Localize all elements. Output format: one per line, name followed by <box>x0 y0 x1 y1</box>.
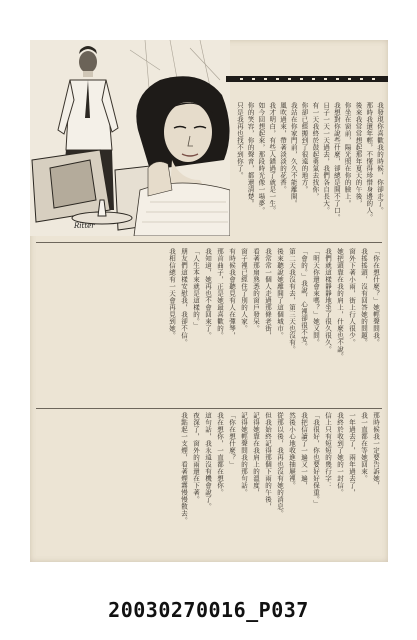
text-column: 我們就這樣靜靜地坐了很久很久。 <box>324 248 332 353</box>
text-column: 有一天我終於鼓起勇氣去找你， <box>311 102 320 200</box>
text-column: 風吹過來，帶著淡淡的花香。 <box>279 102 287 193</box>
text-column: 那時我還年輕，不懂得珍惜身邊的人。 <box>365 102 374 221</box>
column-divider <box>36 408 382 409</box>
artist-signature: Ritter <box>74 222 95 230</box>
column-divider <box>36 242 382 243</box>
text-column: 窗子裡已經住了別的人家。 <box>240 248 248 332</box>
text-column: 你卻已經搬到了很遠的地方。 <box>300 102 309 193</box>
text-column: 我一直都在等她回來。 <box>360 412 368 482</box>
text-column: 後來我常常想起那年夏天的午後， <box>354 102 363 207</box>
text-column: 如今回想起來，那段時光像一場夢。 <box>257 102 266 214</box>
text-column: 我發現你喜歡我的時候，你卻走了。 <box>376 102 384 214</box>
text-column: 然後小心地收進抽屜裡。 <box>288 412 296 489</box>
text-column: 「你在想什麼？」她輕聲問我。 <box>372 248 380 346</box>
text-column: 我在想你，一直都在想你。 <box>216 412 224 496</box>
text-column: 我知道，她再也不會回來了。 <box>204 248 212 339</box>
text-column: 日子一天一天過去，我們各自長大。 <box>322 102 331 214</box>
text-column: 「我很好，你也要好好保重。」 <box>312 412 320 507</box>
text-column: 只是我再也找不到你了。 <box>236 102 244 179</box>
text-column: 後來聽說她離開了這個城市。 <box>276 248 284 339</box>
text-column: 我終於收到了她的一封信。 <box>336 412 344 496</box>
magazine-page <box>30 40 388 562</box>
text-column: 窗外下著小雨，街上行人很少。 <box>348 248 356 346</box>
text-column: 那時候我一定要告訴她， <box>372 412 380 489</box>
text-column: 我站在你家門前，久久不能離開。 <box>289 102 298 207</box>
text-column: 夜深了，窗外的雨還在下著。 <box>192 412 200 503</box>
text-column: 我想對你說些什麼，卻總是開不了口。 <box>333 102 341 221</box>
text-column: 「會的。」我說，心裡卻很不安。 <box>300 248 308 350</box>
text-column: 她把頭靠在我的肩上，什麼也不說。 <box>336 248 344 360</box>
text-column: 信上只有短短的幾行字： <box>324 412 332 489</box>
text-column: 看著那扇熟悉的窗戶發呆。 <box>252 248 260 332</box>
text-column: 我才明白，有些人錯過了就是一生。 <box>268 102 277 214</box>
top-text-block <box>236 102 384 234</box>
text-column: 「明天你還會來嗎？」她又問。 <box>312 248 320 346</box>
text-column: 朋友們這樣安慰我，我卻不信。 <box>180 248 188 346</box>
bottom-text-block-upper <box>38 248 380 406</box>
text-column: 「人生本來就是這樣的。」 <box>192 248 200 329</box>
text-column: 那首曲子，正是她最喜歡的。 <box>216 248 224 339</box>
woman-portrait <box>134 76 230 236</box>
text-column: 這句話，我永遠沒有機會說了。 <box>204 412 212 510</box>
text-column: 我常常一個人走過那條老街， <box>264 248 272 339</box>
ornamental-rule <box>230 74 388 84</box>
text-column: 我相信總有一天會再見到她。 <box>168 248 176 339</box>
archive-caption: 20030270016_P037 <box>108 598 309 622</box>
text-column: 一年過去了，兩年過去了， <box>348 412 356 496</box>
text-column: 記得她靠在我肩上的溫度， <box>252 412 260 496</box>
text-column: 第二天我沒有去，第三天也沒有。 <box>288 248 296 353</box>
text-column: 你的笑容，你的聲音，都還清楚。 <box>246 102 255 207</box>
text-column: 你坐在窗前，陽光照在你的臉上。 <box>343 102 352 207</box>
text-column: 我搖搖頭，沒有回答她的問題。 <box>360 248 368 346</box>
text-column: 我點起一支煙，看著煙霧慢慢散去。 <box>180 412 188 524</box>
text-column: 但我始終記得那個下雨的午後， <box>264 412 272 510</box>
bottom-text-block-lower <box>38 412 380 552</box>
text-column: 有時候我會聽見有人在彈琴， <box>228 248 236 339</box>
text-column: 記得她輕聲問我的那句話。 <box>240 412 248 496</box>
text-column: 我把信讀了一遍又一遍， <box>300 412 308 489</box>
text-column: 從那以後，我再也沒有她的消息。 <box>276 412 284 517</box>
text-column: 「你在想什麼？」 <box>228 412 236 468</box>
story-illustration <box>30 40 230 236</box>
